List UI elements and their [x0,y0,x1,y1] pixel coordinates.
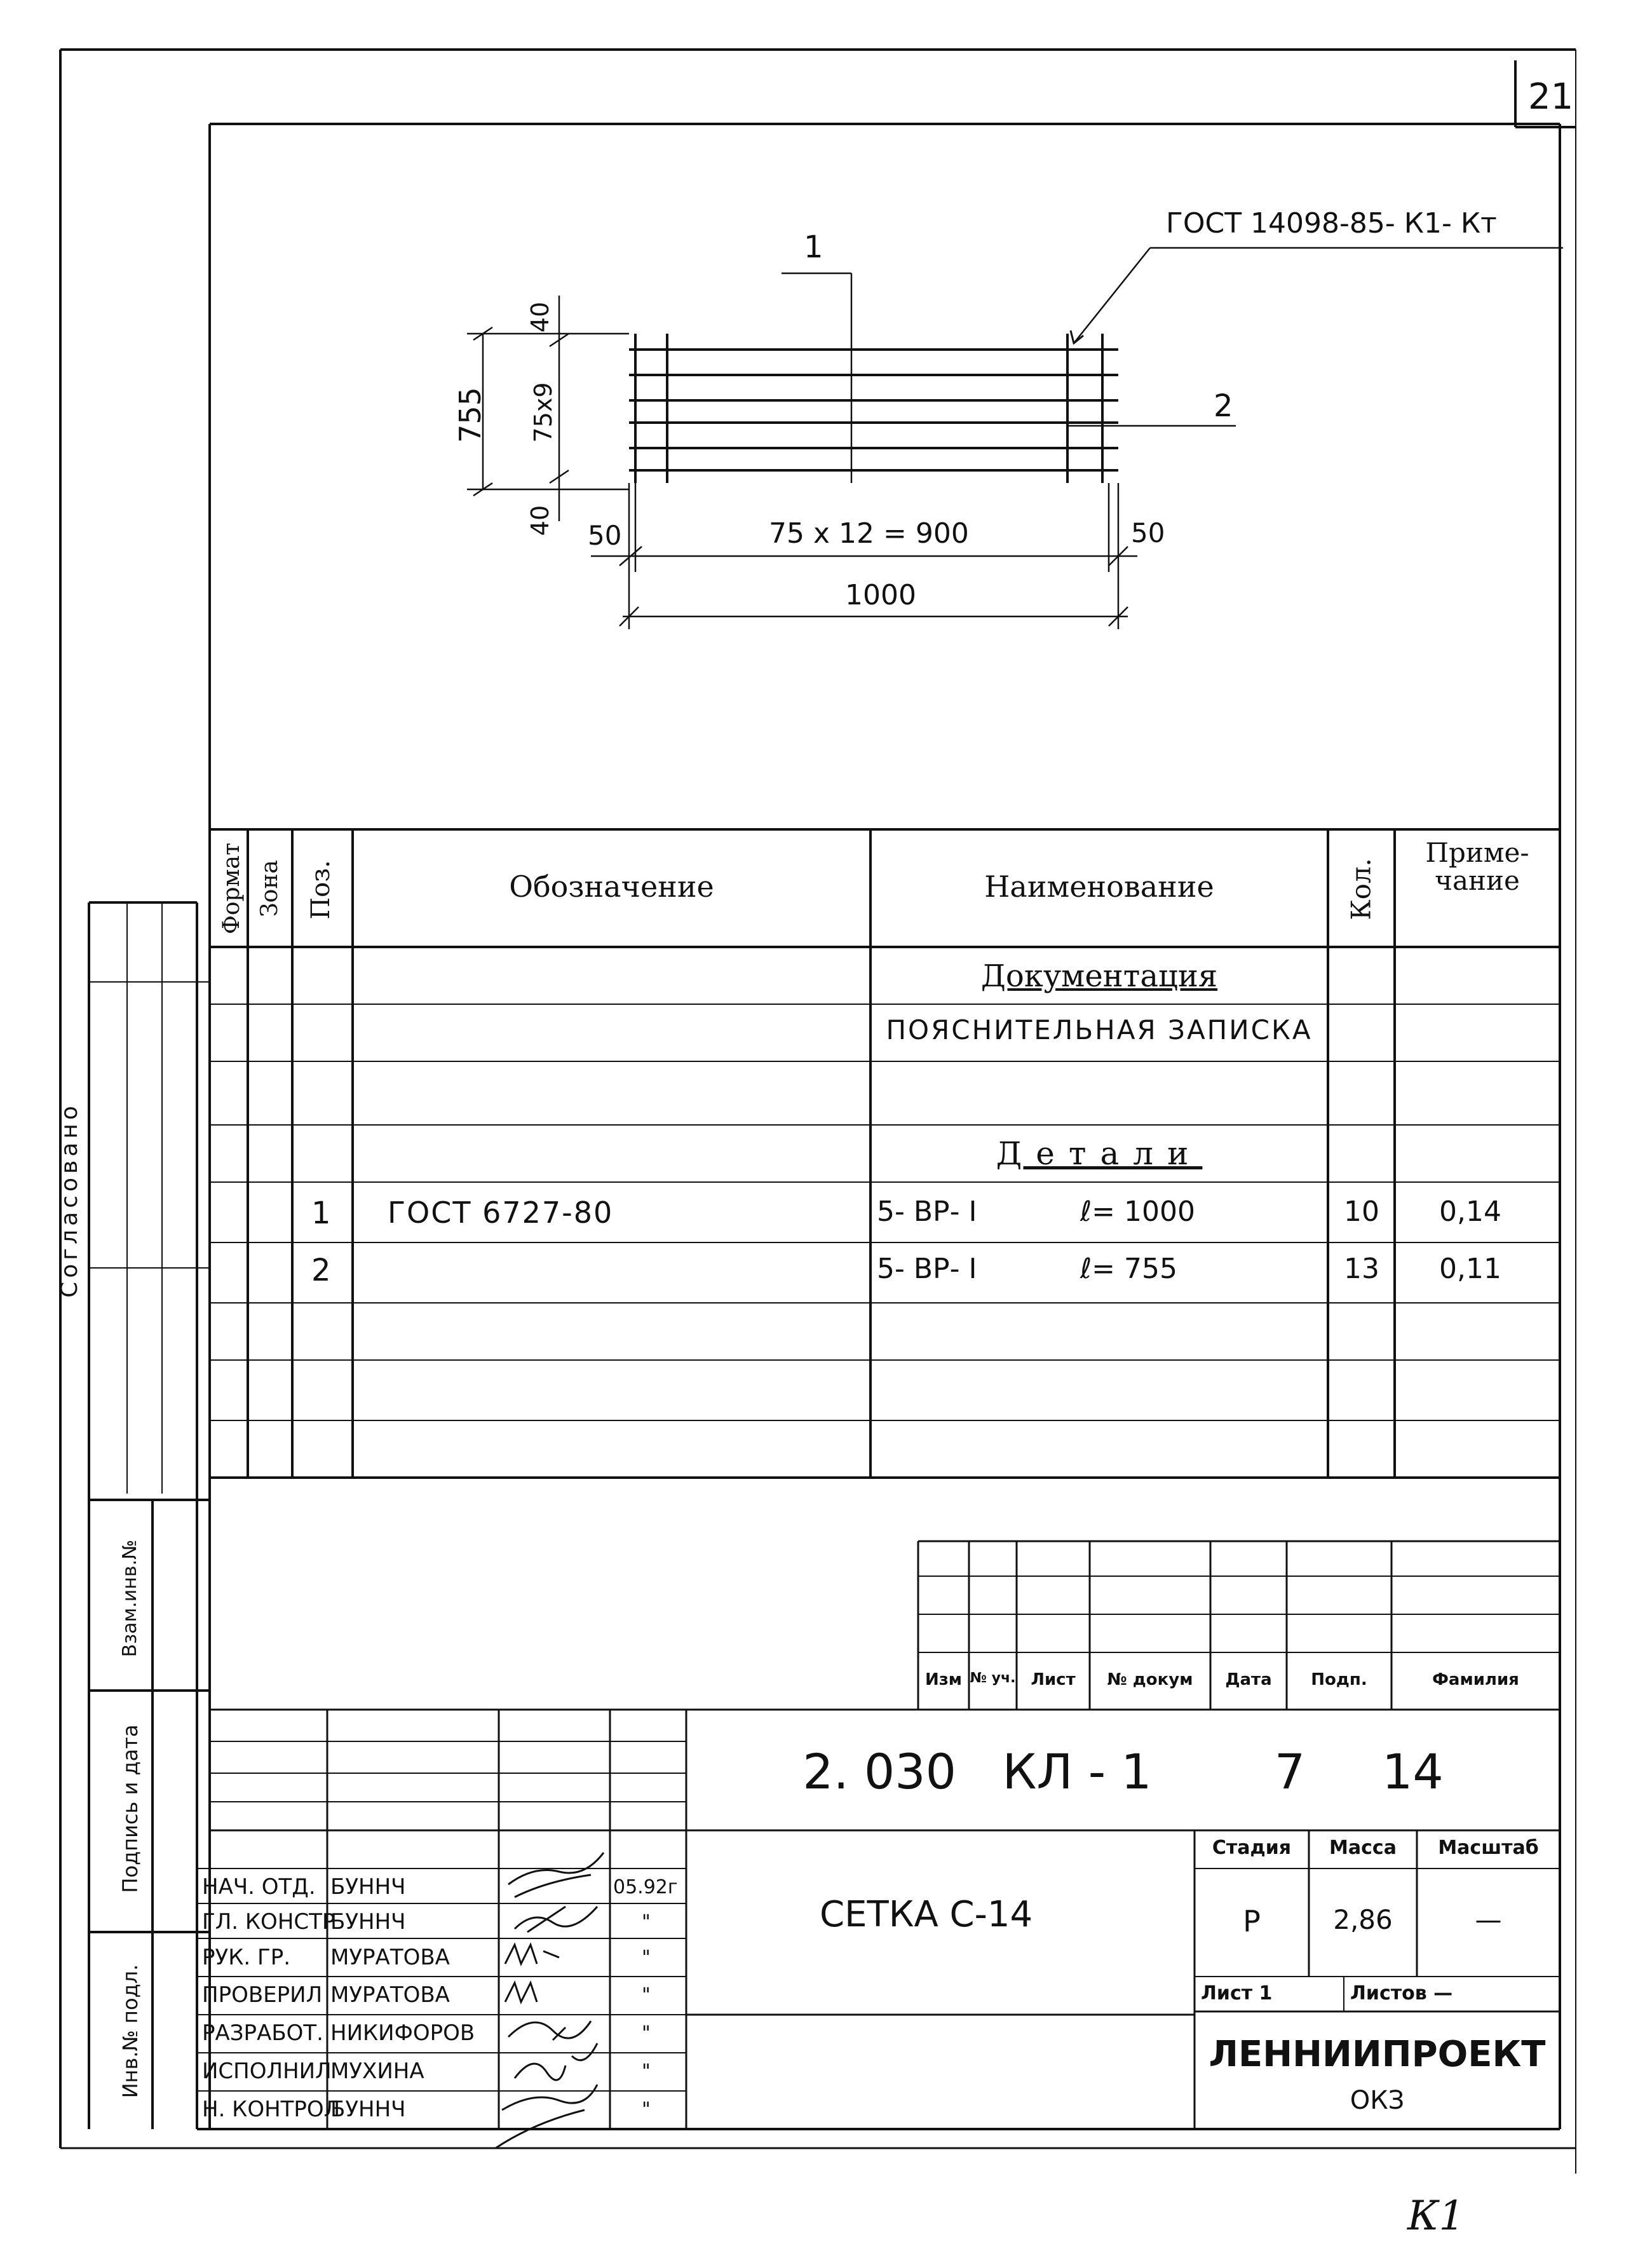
rev-header-docno: № докум [1107,1670,1193,1689]
dim-bottom-40: 40 [526,505,554,536]
header-qty: Кол. [1345,858,1377,920]
dim-total-1000: 1000 [845,579,916,611]
inv-replace-label: Взам.инв.№ [119,1539,141,1657]
doc-item-explanatory-note: ПОЯСНИТЕЛЬНАЯ ЗАПИСКА [886,1014,1313,1045]
sign-date: 05.92г [613,1876,678,1898]
sheet-number: 21 [1528,76,1574,118]
signer-role-4: ПРОВЕРИЛ [202,1982,323,2008]
drawing-title: СЕТКА С-14 [820,1894,1033,1935]
dim-span-900: 75 х 12 = 900 [769,517,969,550]
row2-qty: 13 [1344,1253,1379,1285]
mass-label: Масса [1329,1837,1397,1859]
rev-header-no: № уч. [970,1670,1016,1686]
signer-role-5: РАЗРАБОТ. [202,2020,323,2046]
signer-role-2: ГЛ. КОНСТР [202,1909,335,1935]
department-code: ОКЗ [1350,2086,1405,2115]
ditto-2: " [642,1947,651,1969]
stage-label: Стадия [1212,1837,1292,1859]
header-zone: Зона [257,860,283,917]
scale-label: Масштаб [1438,1837,1539,1859]
stage-value: Р [1243,1904,1261,1938]
row1-designation: ГОСТ 6727-80 [388,1195,614,1230]
signer-role-3: РУК. ГР. [202,1945,291,1970]
dim-left-50: 50 [588,520,622,551]
signer-role-7: Н. КОНТРОЛ [202,2097,341,2122]
header-pos: Поз. [306,860,335,920]
inv-orig-label: Инв.№ подл. [118,1964,142,2099]
rev-header-date: Дата [1225,1670,1272,1689]
row1-length: ℓ= 1000 [1080,1195,1196,1228]
row2-name: 5- ВР- I [877,1253,977,1285]
row2-note: 0,11 [1439,1253,1501,1285]
dim-height-755: 755 [453,387,487,443]
header-name: Наименование [984,869,1214,904]
mass-value: 2,86 [1333,1904,1393,1935]
ditto-3: " [642,1984,651,2006]
signer-name-7: БУННЧ [330,2097,406,2122]
row1-pos: 1 [311,1195,331,1231]
sheets-label: Листов — [1350,1982,1453,2005]
dim-right-50: 50 [1131,517,1165,548]
dim-top-40: 40 [526,301,554,333]
agreed-label: Согласовано [57,1102,83,1298]
signer-name-5: НИКИФОРОВ [330,2020,475,2046]
header-note: Приме- чание [1425,837,1529,897]
ditto-4: " [642,2022,651,2045]
row2-length: ℓ= 755 [1080,1253,1178,1285]
signer-name-1: БУННЧ [330,1874,406,1900]
ditto-1: " [642,1911,651,1933]
ditto-5: " [642,2060,651,2083]
section-parts: Детали [996,1135,1203,1172]
ditto-6: " [642,2099,651,2121]
gost-leader-label: ГОСТ 14098-85- К1- Кт [1166,207,1497,240]
row2-pos: 2 [311,1253,331,1288]
header-format: Формат [219,843,245,934]
rev-header-sheet: Лист [1031,1670,1076,1689]
rev-header-sign: Подп. [1311,1670,1367,1689]
rev-header-name: Фамилия [1432,1670,1519,1689]
sheet-label: Лист 1 [1201,1982,1273,2005]
section-documentation: Документация [980,958,1218,994]
row1-note: 0,14 [1439,1195,1501,1228]
document-code: 2. 030 КЛ - 1 7 14 [802,1743,1444,1800]
rev-header-change: Изм [924,1670,963,1689]
row1-qty: 10 [1344,1195,1379,1228]
sign-date-label: Подпись и дата [118,1724,142,1893]
signer-role-6: ИСПОЛНИЛ [202,2059,332,2084]
organization-name: ЛЕННИИПРОЕКТ [1209,2034,1546,2075]
signer-name-4: МУРАТОВА [330,1982,450,2008]
row1-name: 5- ВР- I [877,1195,977,1228]
signer-name-3: МУРАТОВА [330,1945,450,1970]
signer-name-6: МУХИНА [330,2059,424,2084]
dim-mid-75x9: 75х9 [529,382,557,443]
signer-role-1: НАЧ. ОТД. [202,1874,316,1900]
header-designation: Обозначение [509,869,714,904]
bottom-mark: К1 [1407,2193,1465,2240]
signer-name-2: БУННЧ [330,1909,406,1935]
position-1-label: 1 [804,229,823,265]
scale-value: — [1475,1904,1502,1935]
position-2-label: 2 [1214,388,1233,424]
